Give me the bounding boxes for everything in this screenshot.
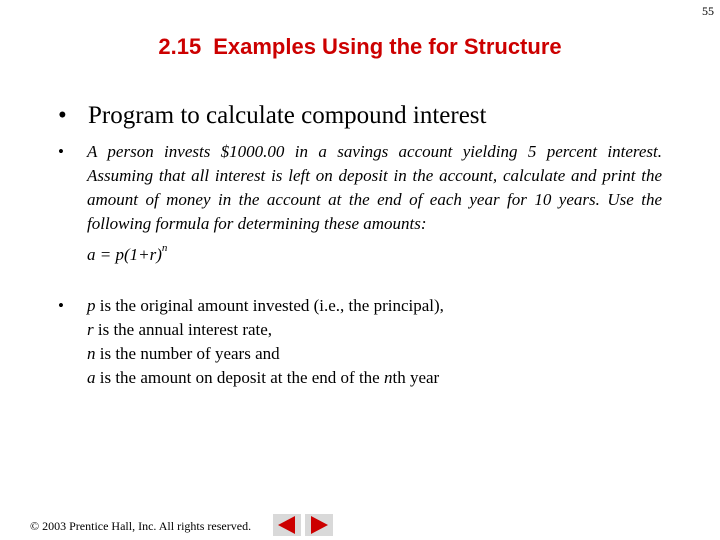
next-arrow-icon[interactable] xyxy=(305,514,333,536)
bullet-dot: • xyxy=(58,142,64,161)
page-number: 55 xyxy=(702,4,714,18)
main-bullet xyxy=(58,102,682,130)
var-r-desc: is the annual interest rate, xyxy=(93,320,273,339)
interest-formula xyxy=(87,236,662,267)
variable-line-r xyxy=(87,318,662,342)
variable-line-a xyxy=(87,366,662,390)
section-number: 2.15 xyxy=(158,34,202,59)
var-n-inline: n xyxy=(383,368,393,387)
var-a: a xyxy=(87,368,96,387)
main-bullet-text: Program to calculate compound interest xyxy=(88,102,487,129)
var-a-desc: is the amount on deposit at the end of the xyxy=(95,368,384,387)
title-text: Examples Using the for Structure xyxy=(213,34,562,59)
formula-base: a = p(1+r) xyxy=(87,245,162,264)
var-p: p xyxy=(87,296,96,315)
var-p-desc: is the original amount invested (i.e., the principal), xyxy=(95,296,444,315)
slide-title xyxy=(0,34,720,60)
copyright-footer: © 2003 Prentice Hall, Inc. All rights reserved. xyxy=(30,519,252,533)
var-a-tail: th year xyxy=(392,368,440,387)
previous-arrow-icon[interactable] xyxy=(273,514,301,536)
var-n-desc: is the number of years and xyxy=(95,344,280,363)
formula-exponent: n xyxy=(161,242,168,254)
variable-line-n xyxy=(87,342,662,366)
variables-bullet xyxy=(58,294,662,390)
problem-bullet xyxy=(58,140,662,267)
problem-text: A person invests $1000.00 in a savings account yielding 5 percent interest. Assuming that all interest is left on deposit in the account, calculate and print the amount of money in the account at the end of each year for 10 years. Use the following formula for determining these amounts: xyxy=(87,142,662,233)
bullet-dot: • xyxy=(58,102,67,129)
var-n: n xyxy=(87,344,96,363)
bullet-dot: • xyxy=(58,296,64,315)
var-r: r xyxy=(87,320,94,339)
variable-line-p xyxy=(87,294,662,318)
